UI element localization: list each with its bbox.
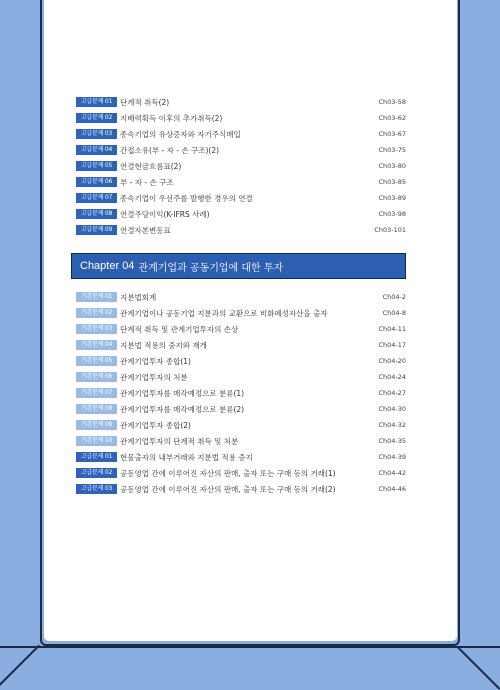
toc-row[interactable] xyxy=(76,158,406,174)
toc-title: 연결현금흐름표(2) xyxy=(120,161,182,171)
problem-badge: 고급문제 01 xyxy=(76,97,117,107)
toc-title: 연결주당이익(K-IFRS 사례) xyxy=(120,209,210,219)
frame-corner-right xyxy=(457,646,500,690)
page-number: Ch04-46 xyxy=(378,485,406,493)
page-number: Ch04-42 xyxy=(378,469,406,477)
problem-badge: 고급문제 01 xyxy=(76,452,117,462)
page-number: Ch04-27 xyxy=(378,389,406,397)
problem-badge: 기본문제 02 xyxy=(76,308,117,318)
problem-badge: 기본문제 03 xyxy=(76,324,117,334)
toc-row[interactable] xyxy=(76,174,406,190)
toc-row[interactable] xyxy=(76,321,406,337)
toc-title: 관계기업투자를 매각예정으로 분류(1) xyxy=(120,388,245,398)
toc-title: 간접소유(부 - 자 - 손 구조)(2) xyxy=(120,145,220,155)
toc-row[interactable] xyxy=(76,465,406,481)
toc-title: 지분법회계 xyxy=(120,292,157,302)
toc-title: 관계기업투자 종합(2) xyxy=(120,420,191,430)
page-number: Ch04-11 xyxy=(378,325,406,333)
page-number: Ch04-20 xyxy=(378,357,406,365)
toc-row[interactable] xyxy=(76,206,406,222)
toc-title: 종속기업이 우선주를 발행한 경우의 연결 xyxy=(120,193,253,203)
page-number: Ch04-24 xyxy=(378,373,406,381)
toc-row[interactable] xyxy=(76,337,406,353)
problem-badge: 고급문제 02 xyxy=(76,113,117,123)
toc-group-2 xyxy=(76,289,406,497)
toc-row[interactable] xyxy=(76,142,406,158)
problem-badge: 고급문제 09 xyxy=(76,225,117,235)
toc-row[interactable] xyxy=(76,433,406,449)
toc-group-1 xyxy=(76,94,406,238)
toc-row[interactable] xyxy=(76,401,406,417)
page-number: Ch03-58 xyxy=(378,98,406,106)
page-number: Ch03-101 xyxy=(374,226,406,234)
toc-title: 지분법 적용의 중지와 재개 xyxy=(120,340,207,350)
problem-badge: 고급문제 05 xyxy=(76,161,117,171)
page-number: Ch03-75 xyxy=(378,146,406,154)
page-number: Ch04-8 xyxy=(382,309,406,317)
problem-badge: 기본문제 05 xyxy=(76,356,117,366)
problem-badge: 고급문제 03 xyxy=(76,484,117,494)
page-number: Ch03-62 xyxy=(378,114,406,122)
toc-title: 부 - 자 - 손 구조 xyxy=(120,177,174,187)
toc-row[interactable] xyxy=(76,126,406,142)
problem-badge: 고급문제 06 xyxy=(76,177,117,187)
page-number: Ch04-35 xyxy=(378,437,406,445)
toc-row[interactable] xyxy=(76,385,406,401)
toc-row[interactable] xyxy=(76,481,406,497)
page-number: Ch04-17 xyxy=(378,341,406,349)
toc-row[interactable] xyxy=(76,305,406,321)
toc-title: 종속기업의 유상증자와 자기주식매입 xyxy=(120,129,241,139)
chapter-heading[interactable] xyxy=(71,253,406,279)
problem-badge: 기본문제 08 xyxy=(76,404,117,414)
page-number: Ch03-67 xyxy=(378,130,406,138)
toc-row[interactable] xyxy=(76,94,406,110)
toc-title: 공동영업 간에 이루어진 자산의 판매, 출자 또는 구매 등의 거래(2) xyxy=(120,484,336,494)
toc-title: 관계기업투자의 처분 xyxy=(120,372,188,382)
chapter-label: Chapter 04 xyxy=(80,260,135,272)
toc-title: 현물출자의 내부거래와 지분법 적용 중지 xyxy=(120,452,253,462)
problem-badge: 기본문제 09 xyxy=(76,420,117,430)
problem-badge: 기본문제 06 xyxy=(76,372,117,382)
problem-badge: 고급문제 02 xyxy=(76,468,117,478)
toc-row[interactable] xyxy=(76,369,406,385)
toc-row[interactable] xyxy=(76,222,406,238)
problem-badge: 고급문제 03 xyxy=(76,129,117,139)
page-number: Ch03-80 xyxy=(378,162,406,170)
frame-bottom-line xyxy=(0,646,500,648)
toc-row[interactable] xyxy=(76,110,406,126)
toc-title: 단계적 취득 및 관계기업투자의 손상 xyxy=(120,324,239,334)
toc-title: 관계기업투자를 매각예정으로 분류(2) xyxy=(120,404,245,414)
toc-title: 공동영업 간에 이루어진 자산의 판매, 출자 또는 구매 등의 거래(1) xyxy=(120,468,336,478)
page-number: Ch03-89 xyxy=(378,194,406,202)
toc-row[interactable] xyxy=(76,353,406,369)
toc-row[interactable] xyxy=(76,289,406,305)
page-number: Ch04-32 xyxy=(378,421,406,429)
toc-title: 연결자본변동표 xyxy=(120,225,171,235)
toc-title: 관계기업투자의 단계적 취득 및 처분 xyxy=(120,436,239,446)
toc-title: 단계적 취득(2) xyxy=(120,97,170,107)
problem-badge: 고급문제 04 xyxy=(76,145,117,155)
toc-row[interactable] xyxy=(76,449,406,465)
toc-title: 지배력획득 이후의 추가취득(2) xyxy=(120,113,223,123)
problem-badge: 기본문제 10 xyxy=(76,436,117,446)
chapter-title: 관계기업과 공동기업에 대한 투자 xyxy=(138,262,284,274)
problem-badge: 기본문제 04 xyxy=(76,340,117,350)
problem-badge: 기본문제 07 xyxy=(76,388,117,398)
page-number: Ch03-85 xyxy=(378,178,406,186)
frame-corner-left xyxy=(0,645,40,689)
page-number: Ch04-30 xyxy=(378,405,406,413)
problem-badge: 기본문제 01 xyxy=(76,292,117,302)
toc-title: 관계기업투자 종합(1) xyxy=(120,356,191,366)
toc-row[interactable] xyxy=(76,417,406,433)
toc-title: 관계기업이나 공동기업 지분과의 교환으로 비화폐성자산을 출자 xyxy=(120,308,328,318)
page-number: Ch04-2 xyxy=(382,293,406,301)
page-number: Ch04-39 xyxy=(378,453,406,461)
problem-badge: 고급문제 08 xyxy=(76,209,117,219)
page-number: Ch03-98 xyxy=(378,210,406,218)
problem-badge: 고급문제 07 xyxy=(76,193,117,203)
toc-row[interactable] xyxy=(76,190,406,206)
